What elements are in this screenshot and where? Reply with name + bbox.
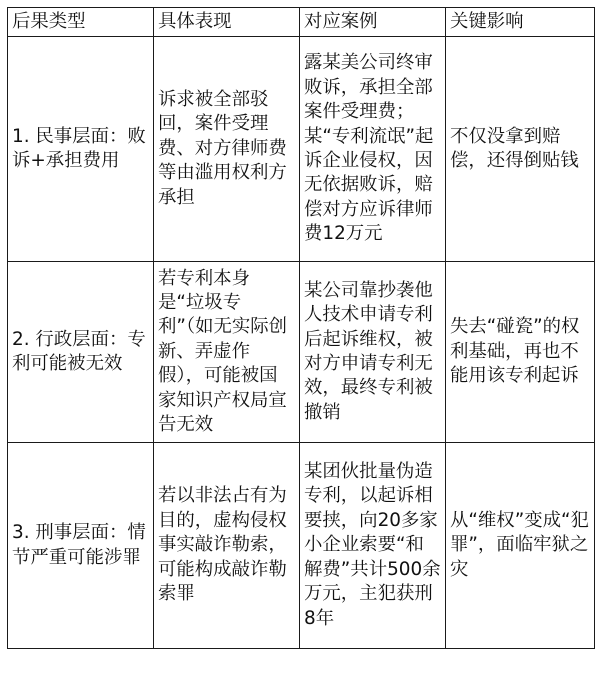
header-manifestation: 具体表现	[154, 8, 300, 37]
cell-manifestation: 若专利本身是“垃圾专利”（如无实际创新、弄虚作假），可能被国家知识产权局宣告无效	[154, 262, 300, 443]
cell-manifestation: 若以非法占有为目的，虚构侵权事实敲诈勒索，可能构成敲诈勒索罪	[154, 443, 300, 649]
cell-key-impact: 不仅没拿到赔偿，还得倒贴钱	[446, 37, 595, 262]
table-row	[8, 37, 595, 262]
header-key-impact: 关键影响	[446, 8, 595, 37]
cell-key-impact: 从“维权”变成“犯罪”，面临牢狱之灾	[446, 443, 595, 649]
cell-key-impact: 失去“碰瓷”的权利基础，再也不能用该专利起诉	[446, 262, 595, 443]
table-row	[8, 262, 595, 443]
cell-consequence-type: 3. 刑事层面：情节严重可能涉罪	[8, 443, 154, 649]
cell-consequence-type: 1. 民事层面：败诉+承担费用	[8, 37, 154, 262]
cell-consequence-type: 2. 行政层面：专利可能被无效	[8, 262, 154, 443]
cell-case: 露某美公司终审败诉，承担全部案件受理费；某“专利流氓”起诉企业侵权，因无依据败诉，赔偿对方应诉律师费12万元	[300, 37, 446, 262]
header-case: 对应案例	[300, 8, 446, 37]
cell-case: 某团伙批量伪造专利，以起诉相要挟，向20多家小企业索要“和解费”共计500余万元，主犯获刑8年	[300, 443, 446, 649]
table-row	[8, 443, 595, 649]
header-row	[8, 8, 595, 37]
header-consequence-type: 后果类型	[8, 8, 154, 37]
consequence-table	[7, 7, 595, 649]
cell-case: 某公司靠抄袭他人技术申请专利后起诉维权，被对方申请专利无效，最终专利被撤销	[300, 262, 446, 443]
cell-manifestation: 诉求被全部驳回，案件受理费、对方律师费等由滥用权利方承担	[154, 37, 300, 262]
